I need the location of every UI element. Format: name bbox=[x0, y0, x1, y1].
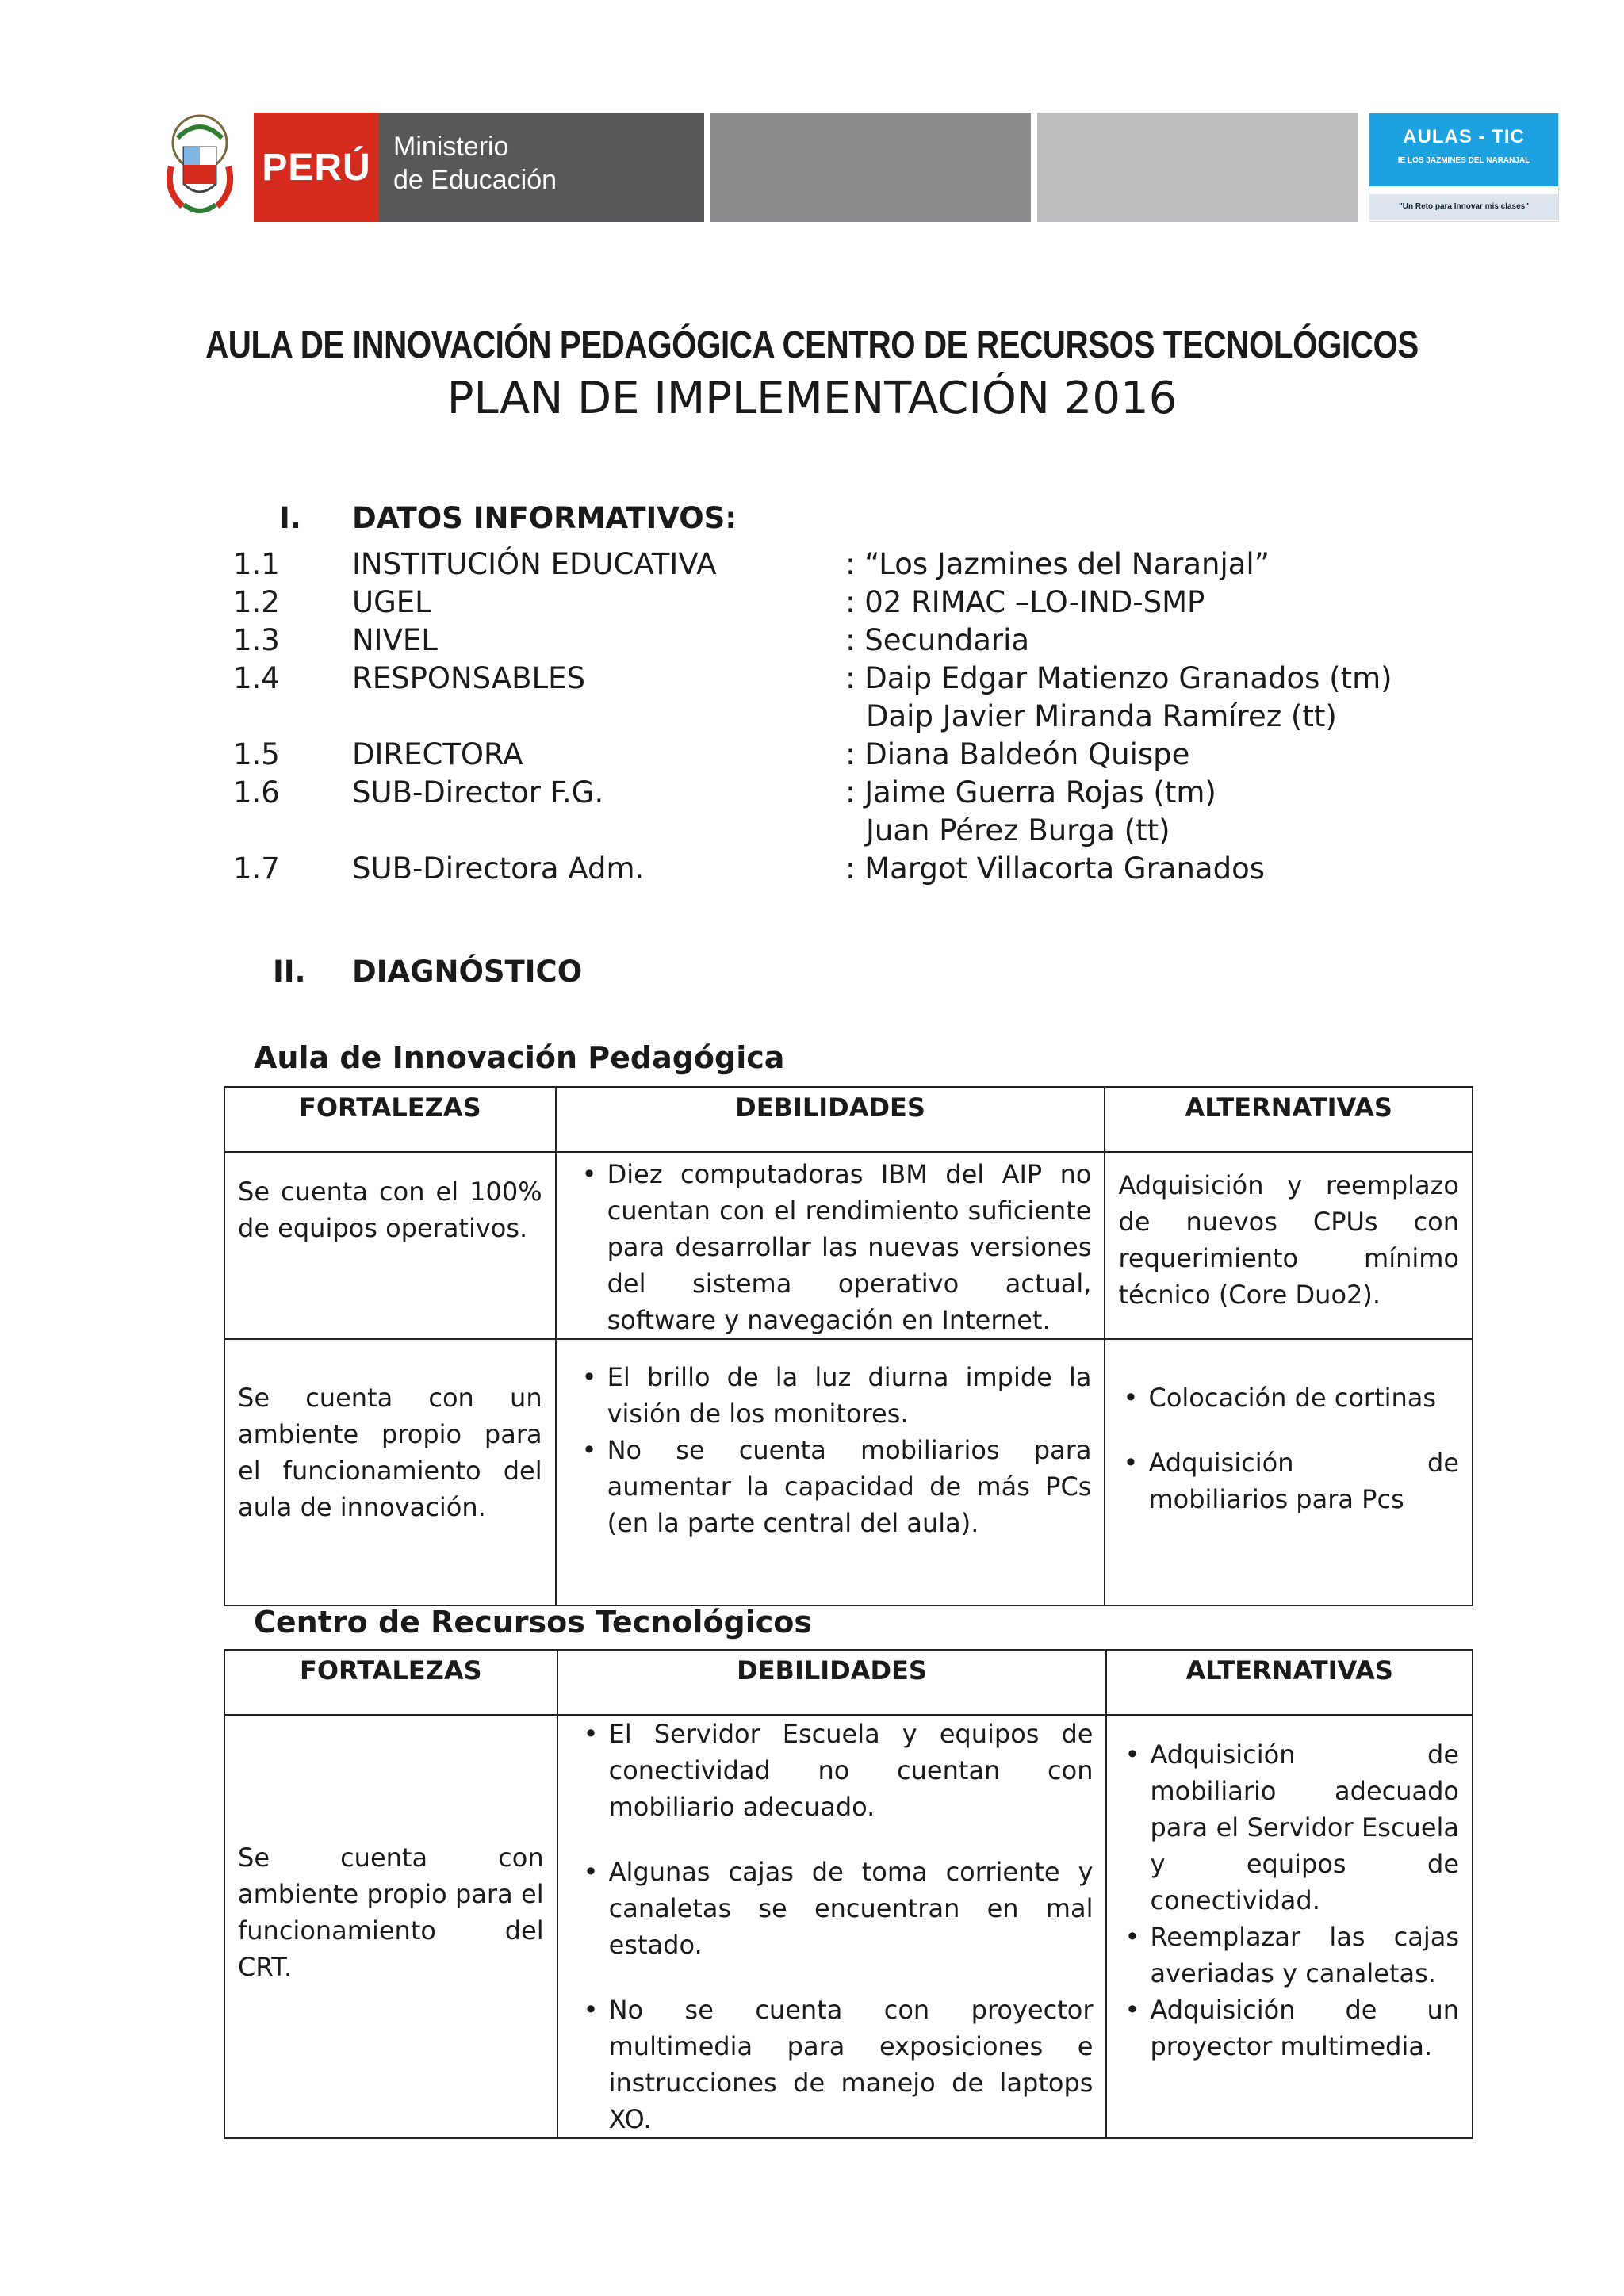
alternativas-cell bbox=[1106, 1715, 1473, 2138]
ministry-line-1: Ministerio bbox=[393, 132, 509, 162]
row-value: : Daip Edgar Matienzo Granados (tm) bbox=[845, 661, 1392, 695]
header-banner bbox=[160, 111, 1556, 227]
table-header-row bbox=[224, 1650, 1473, 1715]
badge-slogan: "Un Reto para Innovar mis clases" bbox=[1369, 194, 1558, 220]
row-number: 1.6 bbox=[233, 775, 280, 809]
ministry-logo-block bbox=[379, 113, 704, 222]
row-value: : Jaime Guerra Rojas (tm) bbox=[845, 775, 1216, 809]
list-item: • El brillo de la luz diurna impide la visión de los monitores. bbox=[607, 1359, 1092, 1432]
debilidades-cell bbox=[556, 1152, 1105, 1339]
section-1-number: I. bbox=[279, 501, 301, 535]
crt-diagnosis-table bbox=[224, 1649, 1473, 2139]
row-label: SUB-Directora Adm. bbox=[352, 851, 645, 886]
list-item: • Algunas cajas de toma corriente y canaletas se encuentran en mal estado. bbox=[609, 1854, 1094, 1963]
badge-title: AULAS - TIC bbox=[1403, 126, 1525, 147]
row-number: 1.3 bbox=[233, 623, 280, 657]
table-row bbox=[224, 1715, 1473, 2138]
row-value-2: Daip Javier Miranda Ramírez (tt) bbox=[866, 699, 1337, 733]
debilidades-cell bbox=[556, 1339, 1105, 1605]
table-2-caption: Centro de Recursos Tecnológicos bbox=[254, 1605, 813, 1640]
alternativa-cell: Adquisición y reemplazo de nuevos CPUs con requerimiento mínimo técnico (Core Duo2). bbox=[1105, 1152, 1473, 1339]
row-number: 1.7 bbox=[233, 851, 280, 886]
peru-coat-of-arms-icon bbox=[160, 111, 239, 227]
row-value-2: Juan Pérez Burga (tt) bbox=[866, 813, 1170, 848]
debilidades-cell bbox=[557, 1715, 1107, 2138]
header-fortalezas: FORTALEZAS bbox=[224, 1087, 556, 1152]
badge-school: IE LOS JAZMINES DEL NARANJAL bbox=[1397, 156, 1530, 165]
list-item: • Adquisición de mobiliarios para Pcs bbox=[1148, 1445, 1459, 1517]
row-label: SUB-Director F.G. bbox=[352, 775, 604, 809]
row-label: NIVEL bbox=[352, 623, 438, 657]
fortaleza-cell: Se cuenta con un ambiente propio para el funcionamiento del aula de innovación. bbox=[224, 1339, 556, 1605]
document-title: AULA DE INNOVACIÓN PEDAGÓGICA CENTRO DE RECURSOS TECNOLÓGICOS bbox=[205, 324, 1419, 366]
header-debilidades: DEBILIDADES bbox=[556, 1087, 1105, 1152]
ministry-line-2: de Educación bbox=[393, 165, 557, 195]
section-2-number: II. bbox=[273, 955, 306, 989]
list-item: • Colocación de cortinas bbox=[1148, 1380, 1459, 1416]
list-item: • El Servidor Escuela y equipos de conectividad no cuentan con mobiliario adecuado. bbox=[609, 1716, 1094, 1825]
row-value: : “Los Jazmines del Naranjal” bbox=[845, 547, 1270, 581]
fortaleza-cell: Se cuenta con ambiente propio para el funcionamiento del CRT. bbox=[224, 1715, 557, 2138]
header-alternativas: ALTERNATIVAS bbox=[1106, 1650, 1473, 1715]
peru-logo-block bbox=[254, 113, 379, 222]
list-item: • Diez computadoras IBM del AIP no cuentan con el rendimiento suficiente para desarrollar las nuevas versiones del sistema operativo actual, software y navegación en Internet. bbox=[607, 1156, 1092, 1338]
table-header-row bbox=[224, 1087, 1473, 1152]
aip-diagnosis-table bbox=[224, 1086, 1473, 1606]
row-number: 1.1 bbox=[233, 547, 280, 581]
table-row bbox=[224, 1339, 1473, 1605]
row-value: : Margot Villacorta Granados bbox=[845, 851, 1266, 886]
row-number: 1.2 bbox=[233, 585, 280, 619]
list-item: • Reemplazar las cajas averiadas y canaletas. bbox=[1150, 1919, 1459, 1992]
row-label: DIRECTORA bbox=[352, 737, 523, 771]
row-value: : Diana Baldeón Quispe bbox=[845, 737, 1190, 771]
list-item: • No se cuenta con proyector multimedia para exposiciones e instrucciones de manejo de laptops XO. bbox=[609, 1992, 1094, 2137]
banner-gray-block-2 bbox=[710, 113, 1031, 222]
list-item: • Adquisición de un proyector multimedia. bbox=[1150, 1992, 1459, 2064]
fortaleza-cell: Se cuenta con el 100% de equipos operativos. bbox=[224, 1152, 556, 1339]
list-item: • Adquisición de mobiliario adecuado para el Servidor Escuela y equipos de conectividad. bbox=[1150, 1736, 1459, 1919]
alternativas-cell bbox=[1105, 1339, 1473, 1605]
header-alternativas: ALTERNATIVAS bbox=[1105, 1087, 1473, 1152]
table-1-caption: Aula de Innovación Pedagógica bbox=[254, 1040, 785, 1075]
row-label: INSTITUCIÓN EDUCATIVA bbox=[352, 547, 717, 581]
section-1-title: DATOS INFORMATIVOS: bbox=[352, 501, 737, 535]
table-row bbox=[224, 1152, 1473, 1339]
header-fortalezas: FORTALEZAS bbox=[224, 1650, 557, 1715]
header-debilidades: DEBILIDADES bbox=[557, 1650, 1107, 1715]
peru-label: PERÚ bbox=[262, 146, 371, 189]
banner-gray-block-3 bbox=[1037, 113, 1358, 222]
row-number: 1.4 bbox=[233, 661, 280, 695]
aulas-tic-badge bbox=[1369, 113, 1559, 222]
row-label: UGEL bbox=[352, 585, 431, 619]
row-number: 1.5 bbox=[233, 737, 280, 771]
row-value: : 02 RIMAC –LO-IND-SMP bbox=[845, 585, 1205, 619]
row-value: : Secundaria bbox=[845, 623, 1030, 657]
list-item: • No se cuenta mobiliarios para aumentar la capacidad de más PCs (en la parte central del aula). bbox=[607, 1432, 1092, 1541]
section-2-title: DIAGNÓSTICO bbox=[352, 955, 583, 989]
document-subtitle: PLAN DE IMPLEMENTACIÓN 2016 bbox=[446, 373, 1178, 424]
row-label: RESPONSABLES bbox=[352, 661, 586, 695]
